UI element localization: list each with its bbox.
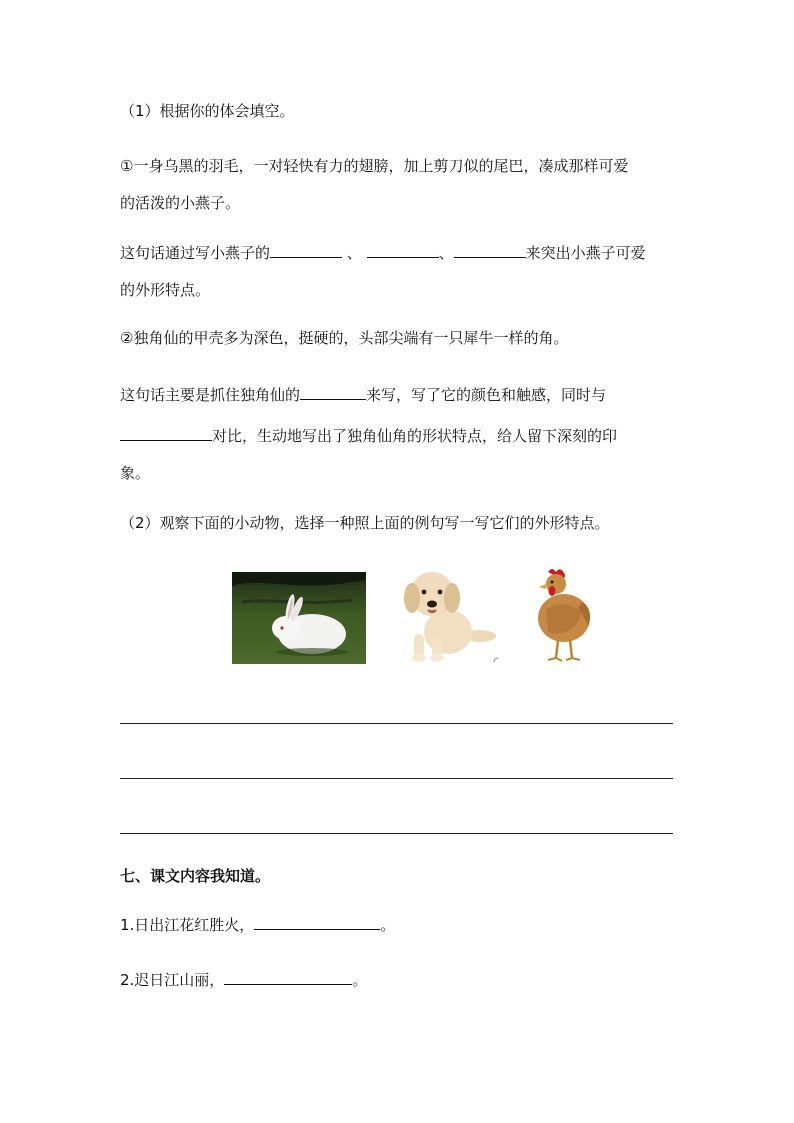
fill-2-line-3: 象。 xyxy=(120,464,151,482)
q2-heading: （2）观察下面的小动物，选择一种照上面的例句写一写它们的外形特点。 xyxy=(120,514,610,532)
poem-item-1-suffix: 。 xyxy=(380,916,396,934)
poem-item-1-prefix: 1.日出江花红胜火， xyxy=(120,916,255,934)
puppy-illustration xyxy=(400,566,500,666)
writing-line-1[interactable] xyxy=(120,723,673,724)
fill-2-suffix: 来写，写了它的颜色和触感，同时与 xyxy=(366,386,607,404)
sentence-2: ②独角仙的甲壳多为深色，挺硬的，头部尖端有一只犀牛一样的角。 xyxy=(120,329,569,347)
writing-line-2[interactable] xyxy=(120,778,673,779)
fill-2-line-2-suffix: 对比，生动地写出了独角仙角的形状特点，给人留下深刻的印 xyxy=(212,427,618,445)
poem-item-2-suffix: 。 xyxy=(352,971,368,989)
answer-blank-3[interactable] xyxy=(454,243,526,258)
fill-2-line-1 xyxy=(120,385,606,405)
poem-item-2-prefix: 2.迟日江山丽， xyxy=(120,971,225,989)
fill-1-separator-1: 、 xyxy=(346,244,362,262)
answer-blank-4[interactable] xyxy=(300,385,366,400)
answer-blank-6[interactable] xyxy=(254,915,380,930)
hen-image xyxy=(526,566,594,666)
fill-1-suffix: 来突出小燕子可爱 xyxy=(525,244,646,262)
puppy-image xyxy=(400,566,500,666)
sentence-1-line-2: 的活泼的小燕子。 xyxy=(120,194,241,212)
fill-1-separator-2: 、 xyxy=(438,244,454,262)
poem-item-1 xyxy=(120,915,395,935)
hen-illustration xyxy=(526,566,594,666)
sentence-1-line-1: ①一身乌黑的羽毛，一对轻快有力的翅膀，加上剪刀似的尾巴，凑成那样可爱 xyxy=(120,157,629,175)
section-7-heading: 七、课文内容我知道。 xyxy=(120,867,271,885)
rabbit-image xyxy=(232,572,366,664)
fill-1-line-1 xyxy=(120,243,646,263)
answer-blank-7[interactable] xyxy=(224,970,352,985)
fill-2-prefix: 这句话主要是抓住独角仙的 xyxy=(120,386,301,404)
writing-line-3[interactable] xyxy=(120,833,673,834)
answer-blank-2[interactable] xyxy=(367,243,439,258)
fill-1-prefix: 这句话通过写小燕子的 xyxy=(120,244,271,262)
answer-blank-1[interactable] xyxy=(270,243,342,258)
answer-blank-5[interactable] xyxy=(120,426,212,441)
fill-2-line-2 xyxy=(120,426,617,446)
rabbit-illustration xyxy=(232,572,366,664)
q1-heading: （1）根据你的体会填空。 xyxy=(120,102,295,120)
fill-1-line-2: 的外形特点。 xyxy=(120,281,211,299)
poem-item-2 xyxy=(120,970,367,990)
